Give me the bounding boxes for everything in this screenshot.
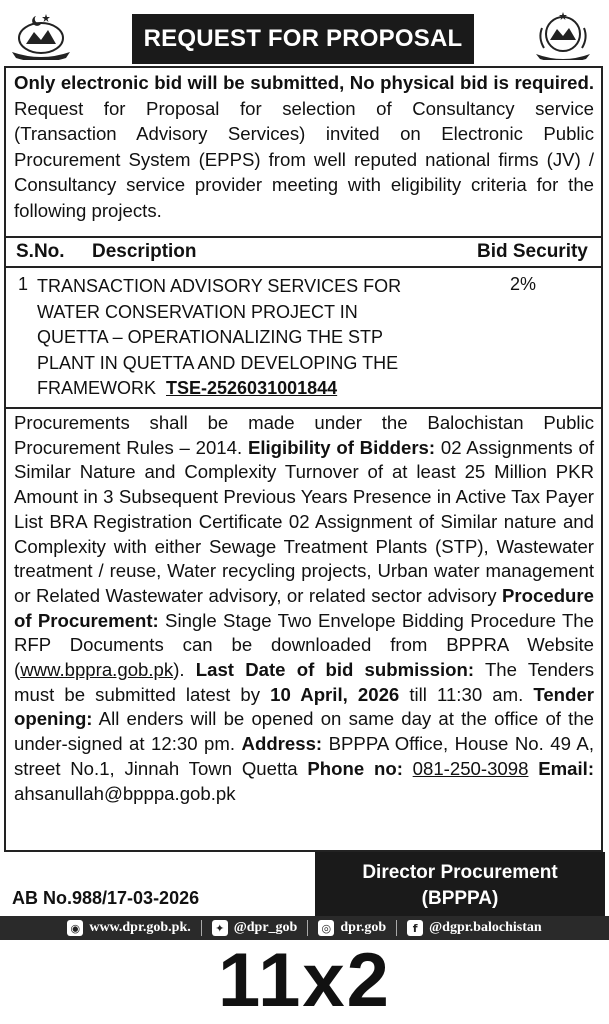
header-sno: S.No.: [16, 241, 65, 262]
footer-website[interactable]: www.dpr.gob.pk.: [89, 920, 191, 935]
divider: [396, 920, 397, 936]
bpppa-emblem: [528, 8, 598, 60]
eligibility-label: Eligibility of Bidders:: [247, 436, 436, 458]
website-link[interactable]: www.bppra.gob.pk: [20, 659, 174, 681]
facebook-icon: f: [407, 920, 423, 936]
last-date-time: till 11:30 am.: [399, 683, 534, 705]
procedure-text: Single Stage Two Envelope Bidding Procedure The RFP Documents can be downloaded from BPPRA Website (: [14, 609, 594, 681]
row-description-text: TRANSACTION ADVISORY SERVICES FOR WATER CONSERVATION PROJECT IN QUETTA – OPERATIONALIZING THE STP PLANT IN QUETTA AND DEVELOPING THE FRAMEWORK: [37, 276, 402, 398]
social-footer: [0, 916, 609, 940]
divider: [6, 407, 603, 409]
body-paragraph: [14, 411, 594, 806]
tse-number: TSE-2526031001844: [166, 378, 338, 398]
divider: [201, 920, 202, 936]
last-date-label: Last Date of bid submission:: [195, 659, 475, 681]
phone-label: Phone no:: [307, 757, 403, 779]
ad-size-label: 11x2: [218, 938, 391, 1023]
row-description: [37, 274, 427, 402]
intro-paragraph: [14, 70, 594, 223]
procedure-label: Procedure of Procurement:: [14, 584, 594, 631]
ab-number: AB No.988/17-03-2026: [12, 888, 200, 908]
email-address[interactable]: ahsanullah@bpppa.gob.pk: [14, 782, 236, 804]
row-bid-security: 2%: [510, 274, 537, 294]
divider: [6, 266, 603, 268]
signatory-org: (BPPPA): [421, 888, 499, 909]
row-sno: 1: [18, 274, 29, 294]
signatory-block: [315, 852, 605, 920]
balochistan-govt-emblem: [6, 8, 76, 60]
page-title: REQUEST FOR PROPOSAL: [132, 14, 474, 64]
address-text: BPPPA Office, House No. 49 A, street No.1, Jinnah Town Quetta: [14, 733, 594, 779]
globe-icon: ◉: [67, 920, 83, 936]
opening-text: All enders will be opened on same day at the office of the under-signed at 12:30 pm.: [14, 708, 594, 755]
email-label: Email:: [538, 757, 595, 779]
intro-bold-lead: Only electronic bid will be submitted, No physical bid is required.: [14, 72, 594, 93]
header-bid-security: Bid Security: [477, 241, 588, 262]
header-description: Description: [92, 241, 197, 262]
last-date-value: 10 April, 2026: [270, 683, 400, 705]
divider: [6, 236, 603, 238]
last-date-text: The Tenders must be submitted latest by: [14, 659, 595, 705]
divider: [307, 920, 308, 936]
instagram-icon: ◎: [318, 920, 334, 936]
signatory-title: Director Procurement: [362, 862, 558, 883]
procedure-end: ).: [173, 659, 196, 681]
footer-facebook[interactable]: @dgpr.balochistan: [429, 920, 542, 935]
footer-twitter[interactable]: @dpr_gob: [233, 920, 298, 935]
footer-instagram[interactable]: dpr.gob: [340, 920, 387, 935]
opening-label: Tender opening:: [14, 683, 594, 730]
intro-text: Request for Proposal for selection of Consultancy service (Transaction Advisory Services) invited on Electronic Public Procurement System (EPPS) from well reputed national firms (JV) / Consultancy service provider meeting with eligibility criteria for the following projects.: [14, 97, 594, 221]
address-label: Address:: [241, 733, 323, 755]
eligibility-text: 02 Assignments of Similar Nature and Complexity Turnover of at least 25 Million PKR Amount in 3 Subsequent Previous Years Presence in Active Tax Payer List BRA Registration Certificate 02 Assignment of Similar nature and Complexity with either Sewage Treatment Plants (STP), Wastewater treatment / reuse, Water recycling projects, Urban water management or Related Wastewater advisory, or related sector advisory: [14, 436, 595, 606]
phone-number[interactable]: 081-250-3098: [412, 757, 529, 779]
twitter-icon: ✦: [212, 920, 228, 936]
rules-text: Procurements shall be made under the Balochistan Public Procurement Rules – 2014.: [14, 412, 594, 458]
